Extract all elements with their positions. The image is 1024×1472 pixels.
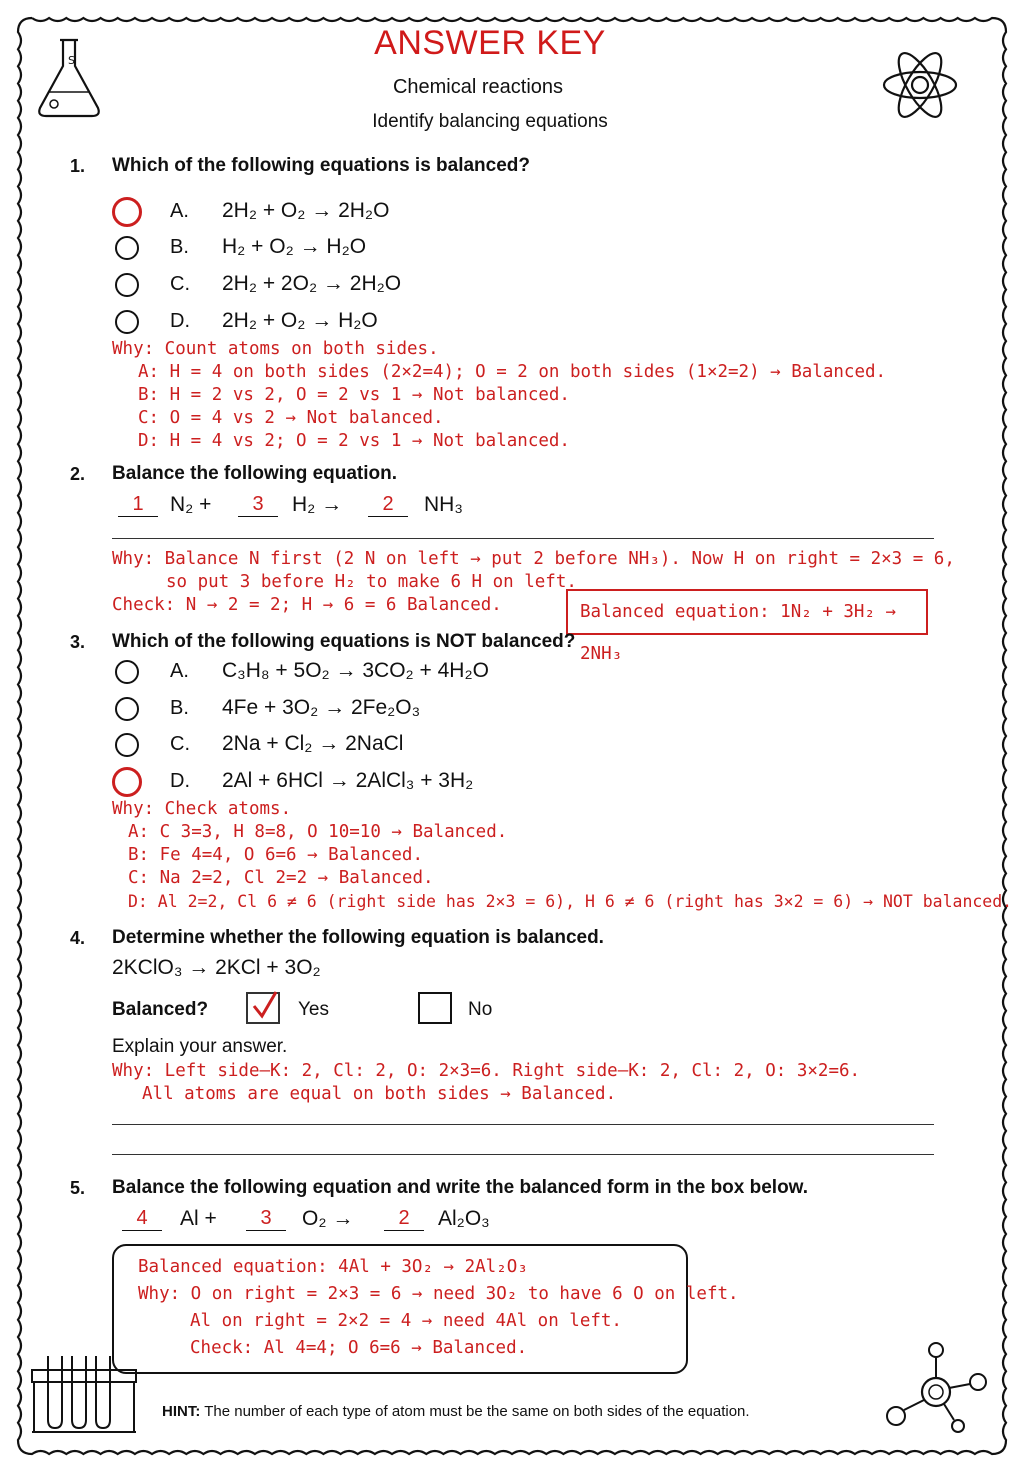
hint-text: The number of each type of atom must be the same on both sides of the equation. xyxy=(204,1403,750,1420)
question-number: 5. xyxy=(70,1178,86,1198)
equation-part: Al₂O₃ xyxy=(438,1207,490,1230)
no-checkbox[interactable] xyxy=(418,992,452,1024)
option-equation: 4Fe + 3O₂ → 2Fe₂O₃ xyxy=(222,696,421,719)
option-letter: B. xyxy=(170,697,189,719)
option-letter: A. xyxy=(170,660,189,682)
answer-line xyxy=(112,538,934,539)
subtitle: Chemical reactions xyxy=(392,76,564,98)
svg-text:S: S xyxy=(68,54,75,67)
why-line: Why: Check atoms. xyxy=(112,799,292,819)
equation-part: NH₃ xyxy=(424,493,463,516)
subtitle-secondary: Identify balancing equations xyxy=(372,111,608,132)
question-number: 2. xyxy=(70,464,86,484)
question-number: 1. xyxy=(70,156,86,176)
option-letter: C. xyxy=(170,733,190,755)
option-equation: 2H₂ + 2O₂ → 2H₂O xyxy=(222,272,402,295)
no-label: No xyxy=(468,999,493,1020)
balanced-label: Balanced? xyxy=(112,999,209,1020)
explain-label: Explain your answer. xyxy=(112,1036,288,1057)
option-equation: 2Na + Cl₂ → 2NaCl xyxy=(222,732,404,755)
option-equation: 2H₂ + O₂ → H₂O xyxy=(222,309,378,332)
why-line: A: H = 4 on both sides (2×2=4); O = 2 on both sides (1×2=2) → Balanced. xyxy=(138,362,887,382)
q3-explanation xyxy=(112,798,1012,913)
equation-part: O₂ → xyxy=(302,1207,354,1230)
equation-part: N₂ + xyxy=(170,493,212,516)
option-equation: H₂ + O₂ → H₂O xyxy=(222,235,367,258)
option-letter: A. xyxy=(170,200,189,222)
why-line: Balanced equation: 4Al + 3O₂ → 2Al₂O₃ xyxy=(138,1257,528,1277)
option-equation: 2H₂ + O₂ → 2H₂O xyxy=(222,199,390,222)
checkmark-icon xyxy=(248,990,280,1020)
equation-part: H₂ → xyxy=(292,493,343,516)
why-line: All atoms are equal on both sides → Balanced. xyxy=(142,1084,617,1104)
answer-blank[interactable]: 3 xyxy=(238,493,278,517)
why-line: Why: Count atoms on both sides. xyxy=(112,339,439,359)
option-radio[interactable] xyxy=(115,733,139,757)
option-radio[interactable] xyxy=(115,310,139,334)
yes-label: Yes xyxy=(298,999,329,1020)
why-line: B: Fe 4=4, O 6=6 → Balanced. xyxy=(128,845,424,865)
question-text: Determine whether the following equation is balanced. xyxy=(112,927,604,948)
why-line: C: O = 4 vs 2 → Not balanced. xyxy=(138,408,444,428)
why-line: B: H = 2 vs 2, O = 2 vs 1 → Not balanced. xyxy=(138,385,570,405)
option-radio[interactable] xyxy=(115,236,139,260)
why-line: Check: Al 4=4; O 6=6 → Balanced. xyxy=(190,1338,528,1358)
question-text: Balance the following equation and write the balanced form in the box below. xyxy=(112,1177,809,1198)
why-line: A: C 3=3, H 8=8, O 10=10 → Balanced. xyxy=(128,822,508,842)
yes-checkbox[interactable] xyxy=(246,992,280,1024)
page-title: ANSWER KEY xyxy=(374,24,606,62)
why-line: D: Al 2=2, Cl 6 ≠ 6 (right side has 2×3 = 6), H 6 ≠ 6 (right has 3×2 = 6) → NOT balanced. xyxy=(128,892,1013,911)
answer-blank[interactable]: 2 xyxy=(368,493,408,517)
question-text: Which of the following equations is NOT balanced? xyxy=(112,631,576,652)
hint xyxy=(162,1403,750,1420)
why-line: Why: O on right = 2×3 = 6 → need 3O₂ to have 6 O on left. xyxy=(138,1284,739,1304)
molecule-icon xyxy=(882,1340,992,1436)
option-letter: D. xyxy=(170,770,190,792)
why-line: Al on right = 2×2 = 4 → need 4Al on left. xyxy=(190,1311,622,1331)
option-letter: D. xyxy=(170,310,190,332)
q1-explanation xyxy=(112,338,886,453)
option-radio[interactable] xyxy=(115,660,139,684)
q4-explanation xyxy=(112,1060,860,1106)
question-number: 4. xyxy=(70,928,86,948)
option-radio[interactable] xyxy=(112,197,142,227)
option-radio[interactable] xyxy=(115,697,139,721)
hint-label: HINT: xyxy=(162,1403,201,1420)
q5-explanation xyxy=(138,1254,739,1362)
why-line: Why: Balance N first (2 N on left → put 2 before NH₃). Now H on right = 2×3 = 6, xyxy=(112,549,955,569)
why-line: Why: Left side—K: 2, Cl: 2, O: 2×3=6. Right side—K: 2, Cl: 2, O: 3×2=6. xyxy=(112,1061,861,1081)
answer-line xyxy=(112,1124,934,1125)
why-line: so put 3 before H₂ to make 6 H on left. xyxy=(166,572,577,592)
why-line: Check: N → 2 = 2; H → 6 = 6 Balanced. xyxy=(112,595,502,615)
question-text: Which of the following equations is balanced? xyxy=(112,155,531,176)
answer-blank[interactable]: 3 xyxy=(246,1207,286,1231)
option-radio[interactable] xyxy=(115,273,139,297)
option-letter: B. xyxy=(170,236,189,258)
balanced-equation-box: Balanced equation: 1N₂ + 3H₂ → 2NH₃ xyxy=(566,589,928,635)
why-line: D: H = 4 vs 2; O = 2 vs 1 → Not balanced. xyxy=(138,431,570,451)
answer-blank[interactable]: 2 xyxy=(384,1207,424,1231)
option-radio[interactable] xyxy=(112,767,142,797)
question-number: 3. xyxy=(70,632,86,652)
option-equation: 2Al + 6HCl → 2AlCl₃ + 3H₂ xyxy=(222,769,474,792)
answer-blank[interactable]: 1 xyxy=(118,493,158,517)
answer-line xyxy=(112,1154,934,1155)
question-text: Balance the following equation. xyxy=(112,463,398,484)
why-line: C: Na 2=2, Cl 2=2 → Balanced. xyxy=(128,868,434,888)
answer-blank[interactable]: 4 xyxy=(122,1207,162,1231)
option-equation: C₃H₈ + 5O₂ → 3CO₂ + 4H₂O xyxy=(222,659,489,682)
equation-part: Al + xyxy=(180,1207,217,1230)
equation: 2KClO₃ → 2KCl + 3O₂ xyxy=(112,956,321,979)
option-letter: C. xyxy=(170,273,190,295)
